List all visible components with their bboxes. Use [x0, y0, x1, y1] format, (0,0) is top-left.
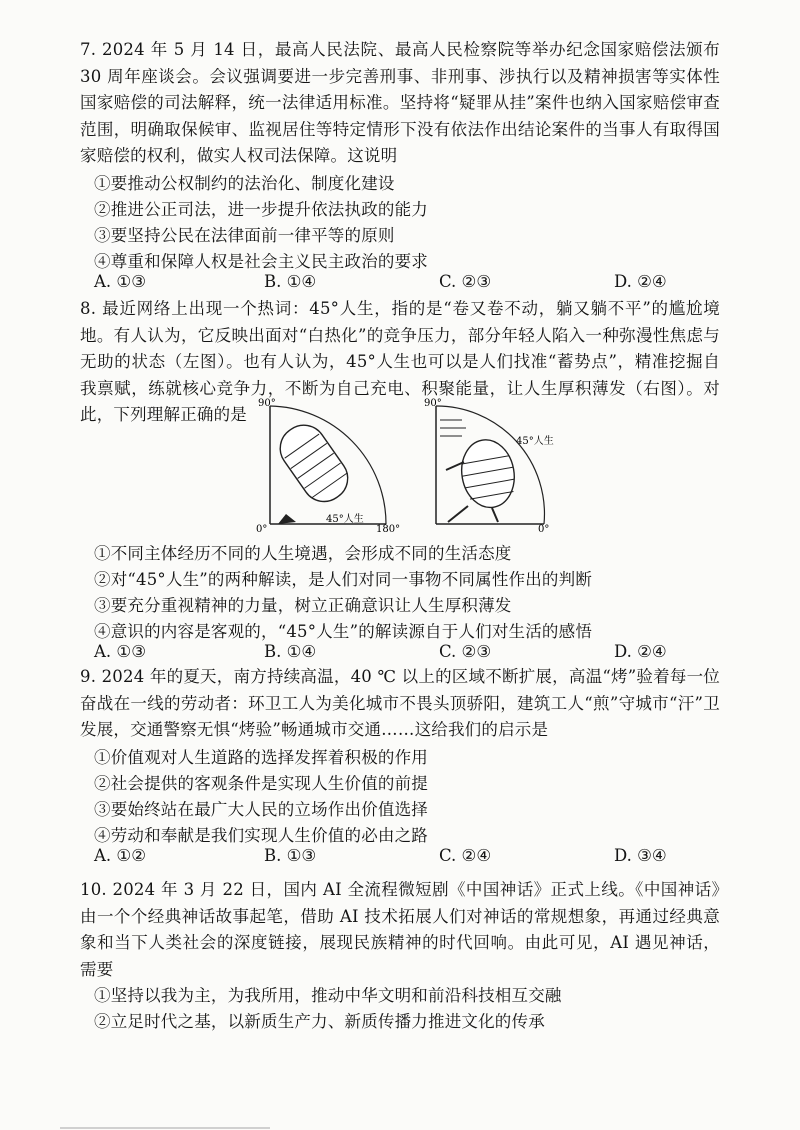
- question-8-item-1: ①不同主体经历不同的人生境遇，会形成不同的生活态度: [94, 544, 512, 563]
- figure-left-label-90: 90°: [258, 398, 276, 409]
- question-7-option-a: A. ①③: [94, 272, 146, 291]
- question-9-item-2: ②社会提供的客观条件是实现人生价值的前提: [94, 774, 428, 793]
- question-10-item-2: ②立足时代之基，以新质生产力、新质传播力推进文化的传承: [94, 1012, 545, 1031]
- question-9-option-b: B. ①③: [264, 846, 317, 865]
- question-7-options: [94, 272, 720, 298]
- question-8-option-a: A. ①③: [94, 642, 146, 661]
- figure-right-label-90: 90°: [424, 398, 442, 409]
- question-7-item-4: ④尊重和保障人权是社会主义民主政治的要求: [94, 252, 428, 271]
- question-9-stem: 9. 2024 年的夏天，南方持续高温，40 ℃ 以上的区域不断扩展，高温“烤”验着每一位奋战在一线的劳动者：环卫工人为美化城市不畏头顶骄阳，建筑工人“煎”守城市“汗”卫发展，交通警察无惧“烤验”畅通城市交通……这给我们的启示是: [80, 667, 720, 740]
- question-8-option-b: B. ①④: [264, 642, 317, 661]
- question-9-option-a: A. ①②: [94, 846, 146, 865]
- question-8-item-4: ④意识的内容是客观的，“45°人生”的解读源自于人们对生活的感悟: [94, 622, 593, 641]
- question-9-item-3: ③要始终站在最广大人民的立场作出价值选择: [94, 800, 428, 819]
- figure-left-caption: 45°人生: [326, 514, 364, 525]
- question-8-item-3: ③要充分重视精神的力量，树立正确意识让人生厚积薄发: [94, 596, 512, 615]
- question-7-option-c: C. ②③: [439, 272, 492, 291]
- question-8-option-d: D. ②④: [614, 642, 667, 661]
- figure-left-label-180: 180°: [376, 524, 401, 535]
- figure-right-45-life: [426, 398, 566, 538]
- question-9-option-c: C. ②④: [439, 846, 492, 865]
- question-9-option-d: D. ③④: [614, 846, 667, 865]
- question-9-options: [94, 846, 720, 872]
- question-7-option-b: B. ①④: [264, 272, 317, 291]
- page-bottom-divider: [60, 1127, 270, 1129]
- figure-left-45-life: [256, 398, 406, 538]
- question-7-item-1: ①要推动公权制约的法治化、制度化建设: [94, 174, 395, 193]
- question-10-stem: 10. 2024 年 3 月 22 日，国内 AI 全流程微短剧《中国神话》正式上线。《中国神话》由一个个经典神话故事起笔，借助 AI 技术拓展人们对神话的常规想象，再通过经典意象和当下人类社会的深度链接，展现民族精神的时代回响。由此可见，AI 遇见神话，需要: [80, 880, 720, 979]
- question-8-item-2: ②对“45°人生”的两种解读，是人们对同一事物不同属性作出的判断: [94, 570, 593, 589]
- question-10-item-1: ①坚持以我为主，为我所用，推动中华文明和前沿科技相互交融: [94, 986, 562, 1005]
- question-9-item-1: ①价值观对人生道路的选择发挥着积极的作用: [94, 748, 428, 767]
- question-8-option-c: C. ②③: [439, 642, 492, 661]
- figure-right-label-0: 0°: [538, 524, 550, 535]
- question-7-item-3: ③要坚持公民在法律面前一律平等的原则: [94, 226, 395, 245]
- question-7-stem: 7. 2024 年 5 月 14 日，最高人民法院、最高人民检察院等举办纪念国家赔偿法颁布 30 周年座谈会。会议强调要进一步完善刑事、非刑事、涉执行以及精神损害等实体性国家赔偿的司法解释，统一法律适用标准。坚持将“疑罪从挂”案件也纳入国家赔偿审查范围，明确取保候审、监视居住等特定情形下没有依法作出结论案件的当事人有取得国家赔偿的权利，做实人权司法保障。这说明: [80, 40, 720, 166]
- question-9-item-4: ④劳动和奉献是我们实现人生价值的必由之路: [94, 826, 428, 845]
- figure-left-label-0: 0°: [256, 524, 268, 535]
- question-7-option-d: D. ②④: [614, 272, 667, 291]
- question-7-item-2: ②推进公正司法，进一步提升依法执政的能力: [94, 200, 428, 219]
- question-8-stem: 8. 最近网络上出现一个热词：45°人生，指的是“卷又卷不动，躺又躺不平”的尴尬境地。有人认为，它反映出面对“白热化”的竞争压力，部分年轻人陷入一种弥漫性焦虑与无助的状态（左图）。也有人认为，45°人生也可以是人们找准“蓄势点”，精准挖掘自我禀赋，练就核心竞争力，不断为自己充电、积聚能量，让人生厚积薄发（右图）。对此，下列理解正确的是: [80, 299, 720, 425]
- figure-right-caption: 45°人生: [516, 436, 554, 447]
